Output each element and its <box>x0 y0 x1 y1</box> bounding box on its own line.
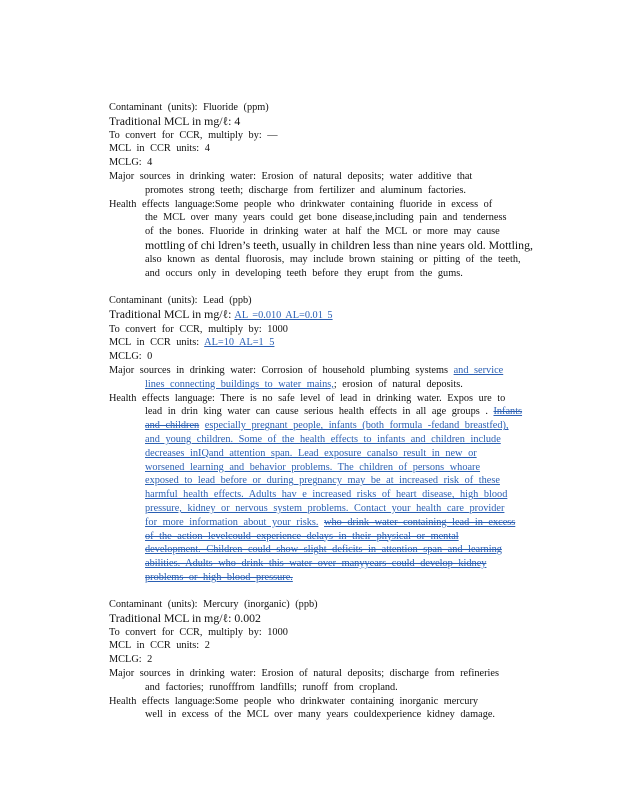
health-effects-line: and occurs only in developing teeth before they erupt from the gums. <box>145 267 463 279</box>
major-sources-first-line: Major sources in drinking water: Erosion of natural deposits; discharge from refineries <box>109 667 499 679</box>
health-effects-line: of the bones. Fluoride in drinking water at half the MCL or more may cause <box>145 226 500 238</box>
health-effects-line: mottling of chi ldren’s teeth, usually in children less than nine years old. Mottling, <box>145 237 533 252</box>
contaminant-entry-lead <box>109 294 549 585</box>
health-effects-inserted: especially pregnant people, infants (both formula -fedand breastfed), <box>204 420 509 432</box>
mcl-ccr-units <box>109 336 549 350</box>
health-effects-first-line: Health effects language:Some people who drinkwater containing fluoride in excess of <box>109 198 493 210</box>
convert-factor: To convert for CCR, multiply by: — <box>109 129 278 141</box>
mclg: MCLG: 2 <box>109 654 153 666</box>
deleted-text: Infants <box>493 406 523 418</box>
health-effects-inserted-line: worsened learning and behavior problems. The children of persons whoare <box>145 461 481 473</box>
major-sources-first-line <box>109 364 549 378</box>
health-effects-line <box>145 419 549 433</box>
health-effects-first-line: Health effects language:Some people who drinkwater containing inorganic mercury <box>109 695 479 707</box>
mcl-ccr-edited-value: AL=10 AL=1 5 <box>204 337 275 349</box>
health-effects-first-line: Health effects language: There is no safe level of lead in drinking water. Expos ure to <box>109 392 506 404</box>
health-effects-inserted: for more information about your risks. <box>145 516 319 528</box>
health-effects-inserted-line: and young children. Some of the health effects to infants and children include <box>145 433 501 445</box>
mcl-ccr-label: MCL in CCR units: <box>109 337 200 349</box>
deleted-line: of the action levelcould experience delays in their physical or mental <box>145 530 459 542</box>
health-effects-line <box>145 405 549 419</box>
health-effects-inserted-line: decreases inIQand attention span. Lead exposure canalso result in new or <box>145 447 477 459</box>
contaminant-entry-fluoride <box>109 101 549 280</box>
mclg: MCLG: 4 <box>109 157 153 169</box>
major-sources-inserted: and service <box>453 364 504 376</box>
major-sources-text: Major sources in drinking water: Corrosion of household plumbing systems <box>109 364 449 376</box>
deleted-text: and children <box>145 420 200 432</box>
major-sources-line: promotes strong teeth; discharge from fertilizer and aluminum factories. <box>145 184 466 196</box>
health-effects-line <box>145 516 549 530</box>
health-effects-line: also known as dental fluorosis, may include brown staining or pitting of the teeth, <box>145 253 521 265</box>
health-effects-inserted-line: pressure, kidney or nervous system problems. Contact your health care provider <box>145 502 505 514</box>
deleted-line: abilities. Adults who drink this water over manyyears could develop kidney <box>145 558 487 570</box>
health-effects-inserted-line: exposed to lead before or during pregnancy may be at increased risk of these <box>145 475 500 487</box>
major-sources-line: and factories; runofffrom landfills; runoff from cropland. <box>145 681 398 693</box>
contaminant-entry-mercury <box>109 598 549 722</box>
major-sources-first-line: Major sources in drinking water: Erosion of natural deposits; water additive that <box>109 170 473 182</box>
mclg: MCLG: 0 <box>109 351 153 363</box>
traditional-mcl-edited-value: AL =0.010 AL=0.01 5 <box>234 309 333 321</box>
traditional-mcl <box>109 308 549 323</box>
traditional-mcl: Traditional MCL in mg/ℓ: 4 <box>109 113 241 128</box>
contaminant-heading: Contaminant (units): Fluoride (ppm) <box>109 102 269 113</box>
health-effects-inserted-line: harmful health effects. Adults hav e increased risks of heart disease, high blood <box>145 489 508 501</box>
traditional-mcl: Traditional MCL in mg/ℓ: 0.002 <box>109 610 261 625</box>
contaminant-heading: Contaminant (units): Lead (ppb) <box>109 295 252 306</box>
deleted-text: who drink water containing lead in excess <box>324 516 516 528</box>
deleted-line: problems or high blood pressure. <box>145 571 293 583</box>
health-effects-text: lead in drin king water can cause serious health effects in all age groups . <box>145 406 488 418</box>
mcl-ccr-units: MCL in CCR units: 2 <box>109 640 210 652</box>
convert-factor: To convert for CCR, multiply by: 1000 <box>109 626 288 638</box>
deleted-line: development. Children could show slight deficits in attention span and learning <box>145 544 502 556</box>
traditional-mcl-label: Traditional MCL in mg/ℓ: <box>109 306 232 321</box>
major-sources-inserted: lines connecting buildings to water mains, <box>145 378 334 390</box>
major-sources-line <box>145 378 549 392</box>
health-effects-line: the MCL over many years could get bone disease,including pain and tenderness <box>145 212 507 224</box>
mcl-ccr-units: MCL in CCR units: 4 <box>109 143 210 155</box>
contaminant-heading: Contaminant (units): Mercury (inorganic) (ppb) <box>109 599 318 610</box>
health-effects-line: well in excess of the MCL over many years couldexperience kidney damage. <box>145 709 495 721</box>
convert-factor: To convert for CCR, multiply by: 1000 <box>109 323 288 335</box>
major-sources-text: ; erosion of natural deposits. <box>333 378 463 390</box>
